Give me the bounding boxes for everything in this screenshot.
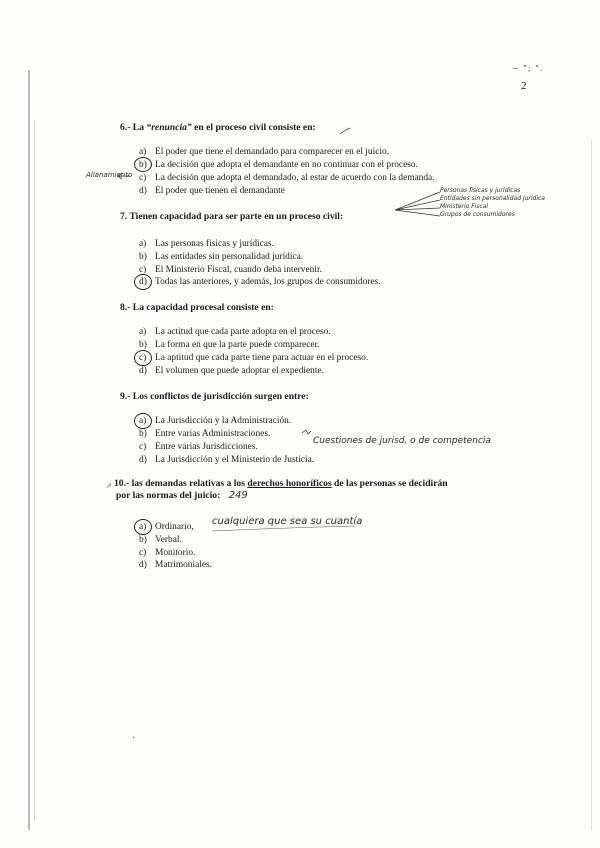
question-10-title bbox=[114, 478, 554, 502]
question-text: de las personas se decidirán bbox=[331, 478, 448, 489]
binder-margin-line bbox=[28, 70, 30, 830]
question-10-line-1 bbox=[114, 478, 554, 490]
option-letter: c) bbox=[139, 548, 147, 558]
option-text: El poder que tienen el demandante bbox=[155, 186, 285, 196]
answer-circle bbox=[134, 157, 152, 172]
q8-option-a[interactable] bbox=[139, 327, 331, 337]
margin-note-allanamiento: Allanamiento bbox=[86, 171, 133, 179]
option-text: La Jurisdicción y el Ministerio de Justicia. bbox=[155, 455, 315, 465]
option-letter: a) bbox=[139, 239, 147, 249]
bracket-arrow-q7-4 bbox=[395, 210, 440, 216]
question-number: 9.- bbox=[120, 391, 131, 402]
option-text: La Jurisdicción y la Administración. bbox=[155, 416, 292, 426]
option-letter: c) bbox=[139, 265, 147, 275]
option-text: El volumen que puede adoptar el expediente. bbox=[155, 366, 324, 376]
q10-option-b[interactable] bbox=[139, 535, 182, 545]
answer-circle bbox=[134, 519, 152, 535]
option-text: Las entidades sin personalidad jurídica. bbox=[155, 252, 304, 262]
tick-q6-title bbox=[340, 128, 350, 134]
q9-handwritten-note: Cuestiones de jurisd. o de competencia bbox=[313, 436, 491, 446]
bracket-arrow-q7-2 bbox=[395, 200, 440, 210]
question-9-title bbox=[120, 391, 309, 402]
question-keyword-underlined: derechos honoríficos bbox=[247, 478, 332, 489]
option-letter: b) bbox=[139, 535, 147, 545]
option-text: Ordinario, bbox=[155, 522, 194, 532]
binder-margin-line-inner bbox=[34, 120, 35, 820]
option-text: La aptitud que cada parte tiene para actuar en el proceso. bbox=[155, 353, 369, 363]
option-letter: d) bbox=[139, 186, 147, 196]
option-letter: d) bbox=[139, 455, 147, 465]
question-number: 10.- bbox=[114, 478, 130, 489]
question-keyword: “renuncia” bbox=[146, 122, 192, 133]
q6-option-a[interactable] bbox=[139, 147, 389, 157]
bracket-arrow-q7-1 bbox=[395, 192, 440, 210]
q8-option-b[interactable] bbox=[139, 340, 320, 350]
q6-option-d[interactable] bbox=[139, 186, 285, 196]
page-number: 2 bbox=[521, 80, 527, 92]
q8-option-c[interactable] bbox=[139, 353, 368, 363]
question-text: por las normas del juicio: bbox=[116, 490, 221, 501]
option-text: El Ministerio Fiscal, cuando deba intervenir. bbox=[155, 265, 322, 275]
option-text: Entre varias Administraciones. bbox=[155, 429, 271, 439]
question-text: las demandas relativas a los bbox=[131, 478, 248, 489]
side-note: Ministerio Fiscal bbox=[440, 203, 489, 210]
q7-option-d[interactable] bbox=[139, 277, 381, 287]
option-text: Monitorio. bbox=[155, 548, 196, 558]
answer-circle bbox=[134, 413, 152, 429]
handwritten-article-ref: 249 bbox=[228, 490, 248, 501]
q6-option-c[interactable] bbox=[139, 173, 435, 183]
page-edge bbox=[591, 140, 592, 830]
question-text: La bbox=[132, 122, 147, 133]
option-letter: a) bbox=[139, 522, 147, 532]
question-text: en el proceso civil consiste en: bbox=[191, 122, 316, 133]
option-text: La actitud que cada parte adopta en el proceso. bbox=[155, 327, 331, 337]
q9-option-a[interactable] bbox=[139, 416, 291, 426]
option-text: Entre varias Jurisdicciones. bbox=[155, 442, 258, 452]
option-letter: c) bbox=[139, 353, 147, 363]
option-text: Matrimoniales. bbox=[155, 560, 213, 570]
option-text: Verbal. bbox=[155, 535, 182, 545]
option-letter: a) bbox=[139, 147, 147, 157]
option-letter: d) bbox=[139, 560, 147, 570]
question-text: Tienen capacidad para ser parte en un proceso civil: bbox=[129, 211, 344, 222]
question-8-title bbox=[120, 302, 274, 313]
option-letter: b) bbox=[139, 340, 147, 350]
question-number: 8.- bbox=[120, 302, 131, 313]
option-letter: a) bbox=[139, 327, 147, 337]
option-letter: b) bbox=[139, 160, 147, 170]
question-6-title bbox=[120, 122, 316, 133]
side-note: Entidades sin personalidad jurídica bbox=[440, 195, 545, 202]
option-text: La forma en que la parte puede comparecer. bbox=[155, 340, 320, 350]
q10-option-c[interactable] bbox=[139, 548, 195, 558]
q7-option-b[interactable] bbox=[139, 252, 303, 262]
q10-option-d[interactable] bbox=[139, 560, 212, 570]
q8-option-d[interactable] bbox=[139, 366, 324, 376]
question-text: La capacidad procesal consiste en: bbox=[132, 302, 274, 313]
option-letter: d) bbox=[139, 277, 147, 287]
q9-option-c[interactable] bbox=[139, 442, 258, 452]
corner-scribble: ~ "; ". bbox=[512, 64, 544, 73]
option-letter: c) bbox=[139, 173, 147, 183]
q9-option-d[interactable] bbox=[139, 455, 314, 465]
q7-side-notes bbox=[440, 187, 545, 219]
q7-option-c[interactable] bbox=[139, 265, 322, 275]
option-letter: b) bbox=[139, 252, 147, 262]
q7-option-a[interactable] bbox=[139, 239, 274, 249]
option-text: Todas las anteriores, y además, los grupos de consumidores. bbox=[155, 277, 381, 287]
option-text: La decisión que adopta el demandante en no continuar con el proceso. bbox=[155, 160, 418, 170]
q6-option-b[interactable] bbox=[139, 160, 418, 170]
option-letter: c) bbox=[139, 442, 147, 452]
question-7-title bbox=[120, 211, 343, 222]
answer-circle bbox=[134, 350, 152, 366]
dot-mark-bottom bbox=[133, 737, 134, 738]
option-text: Las personas físicas y jurídicas. bbox=[155, 239, 274, 249]
side-note: Grupos de consumidores bbox=[440, 211, 515, 218]
side-note: Personas físicas y jurídicas bbox=[440, 187, 521, 194]
q9-option-b[interactable] bbox=[139, 429, 270, 439]
answer-circle bbox=[134, 274, 152, 290]
option-text: La decisión que adopta el demandado, al estar de acuerdo con la demanda. bbox=[155, 173, 435, 183]
option-letter: d) bbox=[139, 366, 147, 376]
option-letter: a) bbox=[139, 416, 147, 426]
option-text: El poder que tiene el demandado para comparecer en el juicio. bbox=[155, 147, 390, 157]
pen-tick-mark: ↗ bbox=[106, 482, 112, 490]
scribble-q9-b bbox=[302, 430, 311, 434]
bracket-arrow-q7-3 bbox=[395, 208, 440, 210]
question-number: 7. bbox=[120, 211, 128, 222]
question-number: 6.- bbox=[120, 122, 131, 133]
option-letter: b) bbox=[139, 429, 147, 439]
question-text: Los conflictos de jurisdicción surgen entre: bbox=[132, 391, 309, 402]
question-10-line-2 bbox=[114, 490, 554, 502]
q10-handwritten-note: cualquiera que sea su cuantía bbox=[212, 516, 363, 527]
